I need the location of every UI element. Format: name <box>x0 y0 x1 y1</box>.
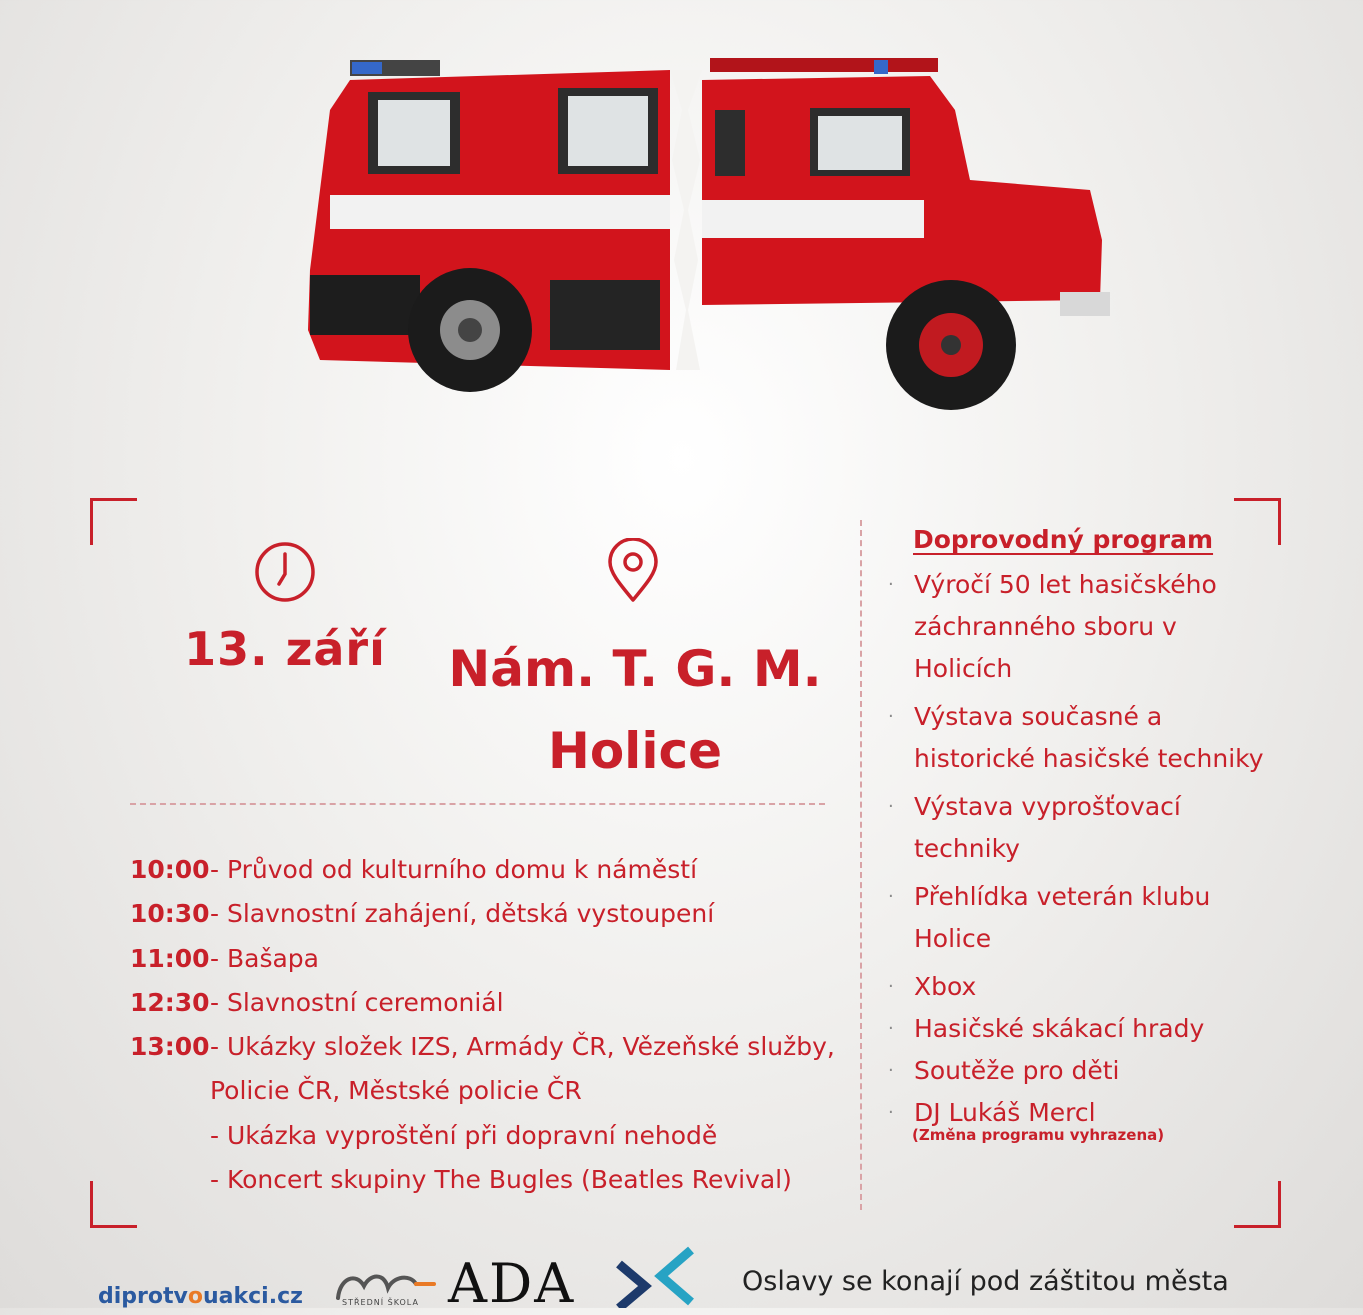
schedule-row <box>130 981 850 1025</box>
schedule-text: - Ukázky složek IZS, Armády ČR, Vězeňské služby, <box>210 1032 835 1062</box>
bullet-icon: · <box>888 976 894 997</box>
event-place-line2: Holice <box>547 722 723 780</box>
schedule-time: 11:00 <box>130 943 210 973</box>
side-program-item <box>888 786 1278 870</box>
bullet-icon: · <box>888 1102 894 1123</box>
schedule-row <box>130 848 850 892</box>
bullet-icon: · <box>888 1060 894 1081</box>
bullet-icon: · <box>888 886 894 907</box>
side-program-item <box>888 1050 1278 1092</box>
schedule-continuation: - Koncert skupiny The Bugles (Beatles Revival) <box>210 1165 792 1195</box>
clock-icon <box>253 540 317 604</box>
horizontal-divider <box>130 803 825 805</box>
vintage-truck-half <box>702 58 1110 410</box>
x-logo-icon <box>615 1246 695 1308</box>
patronage-text: Oslavy se konají pod záštitou města <box>742 1266 1229 1297</box>
bullet-icon: · <box>888 1018 894 1039</box>
bullet-icon: · <box>888 796 894 817</box>
schedule <box>130 848 850 1202</box>
side-program-item <box>888 1092 1278 1134</box>
logo-web-part: o <box>187 1284 203 1309</box>
frame-corner-top-left <box>90 498 137 545</box>
schedule-row <box>130 1025 850 1069</box>
side-program-item <box>888 564 1278 690</box>
schedule-row <box>130 937 850 981</box>
schedule-time: 13:00 <box>130 1032 210 1062</box>
side-program-item-text: Výročí 50 let hasičského záchranného sboru v Holicích <box>914 570 1217 683</box>
side-program-item <box>888 966 1278 1008</box>
schedule-continuation: - Ukázka vyproštění při dopravní nehodě <box>210 1120 718 1150</box>
schedule-continuation: Policie ČR, Městské policie ČR <box>210 1076 582 1106</box>
side-program-item <box>888 696 1278 780</box>
side-program-list <box>888 564 1278 1134</box>
schedule-text: - Slavnostní zahájení, dětská vystoupení <box>210 899 715 929</box>
logo-web-part: diprotv <box>98 1284 188 1309</box>
fire-truck-illustration <box>290 40 1120 420</box>
schedule-text: - Slavnostní ceremoniál <box>210 987 504 1017</box>
event-place <box>440 628 830 792</box>
schedule-text: - Průvod od kulturního domu k náměstí <box>210 855 698 884</box>
event-place-line1: Nám. T. G. M. <box>448 640 822 698</box>
side-program-item-text: Soutěže pro děti <box>914 1056 1120 1085</box>
schedule-row <box>130 892 850 936</box>
vertical-divider <box>860 520 862 1210</box>
school-logo-label: STŘEDNÍ ŠKOLA <box>342 1298 419 1307</box>
location-pin-icon <box>606 538 660 604</box>
side-program <box>888 520 1278 1144</box>
schedule-time: 10:00 <box>130 855 210 884</box>
side-program-item-text: Přehlídka veterán klubu Holice <box>914 882 1211 953</box>
modern-truck-half <box>308 60 670 392</box>
program-change-note: (Změna programu vyhrazena) <box>912 1126 1165 1144</box>
side-program-item-text: DJ Lukáš Mercl <box>914 1098 1096 1127</box>
side-program-title: Doprovodný program <box>913 525 1214 554</box>
side-program-item-text: Výstava vyprošťovací techniky <box>914 792 1181 863</box>
side-program-item-text: Výstava současné a historické hasičské techniky <box>914 702 1264 773</box>
logo-web-part: uakci.cz <box>202 1284 303 1309</box>
frame-corner-bottom-right <box>1234 1181 1281 1228</box>
schedule-time: 10:30 <box>130 899 210 929</box>
bullet-icon: · <box>888 706 894 727</box>
schedule-text: - Bašapa <box>210 943 319 973</box>
side-program-item <box>888 876 1278 960</box>
event-date: 13. září <box>184 622 386 676</box>
bullet-icon: · <box>888 574 894 595</box>
logo-ada: ADA <box>448 1252 576 1315</box>
schedule-time: 12:30 <box>130 987 210 1017</box>
logo-diprotvouakci <box>98 1284 303 1309</box>
side-program-item <box>888 1008 1278 1050</box>
side-program-item-text: Xbox <box>914 972 977 1001</box>
side-program-item-text: Hasičské skákací hrady <box>914 1014 1205 1043</box>
